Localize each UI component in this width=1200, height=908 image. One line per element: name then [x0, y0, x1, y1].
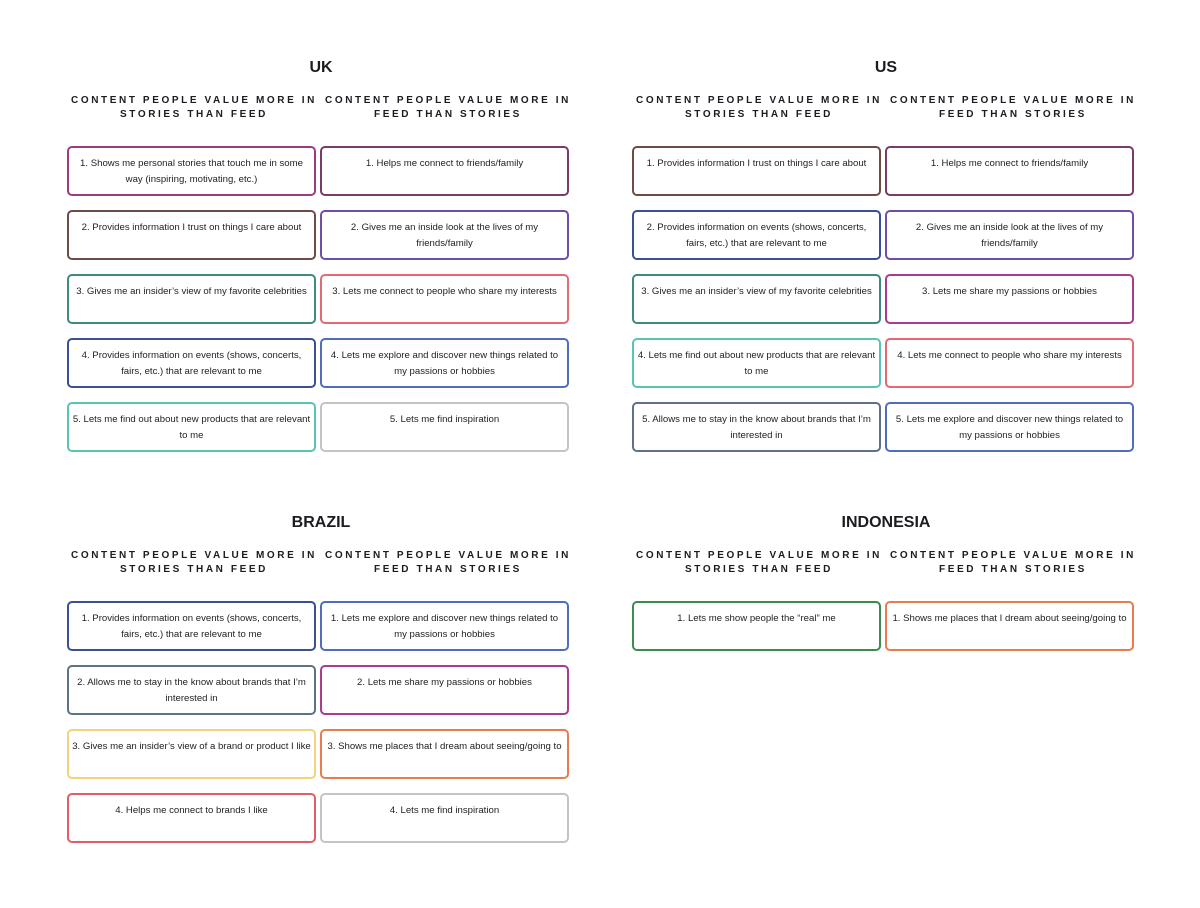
country-panel-brazil	[67, 514, 575, 857]
stories-card: 4. Provides information on events (shows, concerts, fairs, etc.) that are relevant to me	[67, 338, 316, 388]
feed-card: 1. Lets me explore and discover new things related to my passions or hobbies	[320, 601, 569, 651]
stories-card: 2. Provides information I trust on things I care about	[67, 210, 316, 260]
stories-card: 3. Gives me an insider’s view of my favorite celebrities	[67, 274, 316, 324]
feed-card: 2. Gives me an inside look at the lives of my friends/family	[320, 210, 569, 260]
feed-card: 1. Shows me places that I dream about seeing/going to	[885, 601, 1134, 651]
country-panel-uk	[67, 59, 575, 466]
country-title: INDONESIA	[841, 514, 931, 531]
stories-card: 5. Allows me to stay in the know about brands that I’m interested in	[632, 402, 881, 452]
feed-card: 3. Shows me places that I dream about seeing/going to	[320, 729, 569, 779]
stories-card: 2. Provides information on events (shows, concerts, fairs, etc.) that are relevant to me	[632, 210, 881, 260]
country-title: US	[874, 59, 898, 76]
feed-column-heading: CONTENT PEOPLE VALUE MORE IN FEED THAN STORIES	[890, 95, 1136, 120]
stories-card: 1. Shows me personal stories that touch me in some way (inspiring, motivating, etc.)	[67, 146, 316, 196]
feed-card: 3. Lets me connect to people who share my interests	[320, 274, 569, 324]
country-title: UK	[309, 59, 333, 76]
stories-column-heading: CONTENT PEOPLE VALUE MORE IN STORIES THAN FEED	[636, 550, 882, 575]
stories-column-heading: CONTENT PEOPLE VALUE MORE IN STORIES THAN FEED	[636, 95, 882, 120]
country-panel-indonesia	[632, 514, 1140, 665]
stories-card: 1. Provides information I trust on things I care about	[632, 146, 881, 196]
feed-card: 5. Lets me explore and discover new things related to my passions or hobbies	[885, 402, 1134, 452]
stories-card: 4. Helps me connect to brands I like	[67, 793, 316, 843]
stories-column-heading: CONTENT PEOPLE VALUE MORE IN STORIES THAN FEED	[71, 550, 317, 575]
stories-card: 2. Allows me to stay in the know about brands that I’m interested in	[67, 665, 316, 715]
feed-card: 1. Helps me connect to friends/family	[885, 146, 1134, 196]
stories-card: 3. Gives me an insider’s view of a brand or product I like	[67, 729, 316, 779]
stories-card: 3. Gives me an insider’s view of my favorite celebrities	[632, 274, 881, 324]
feed-card: 4. Lets me connect to people who share my interests	[885, 338, 1134, 388]
feed-card: 2. Lets me share my passions or hobbies	[320, 665, 569, 715]
feed-card: 2. Gives me an inside look at the lives of my friends/family	[885, 210, 1134, 260]
stories-card: 5. Lets me find out about new products that are relevant to me	[67, 402, 316, 452]
feed-column-heading: CONTENT PEOPLE VALUE MORE IN FEED THAN STORIES	[325, 550, 571, 575]
feed-card: 5. Lets me find inspiration	[320, 402, 569, 452]
country-title: BRAZIL	[291, 514, 351, 531]
feed-card: 1. Helps me connect to friends/family	[320, 146, 569, 196]
feed-card: 4. Lets me find inspiration	[320, 793, 569, 843]
feed-card: 3. Lets me share my passions or hobbies	[885, 274, 1134, 324]
stories-column-heading: CONTENT PEOPLE VALUE MORE IN STORIES THAN FEED	[71, 95, 317, 120]
feed-column-heading: CONTENT PEOPLE VALUE MORE IN FEED THAN STORIES	[325, 95, 571, 120]
stories-card: 1. Provides information on events (shows, concerts, fairs, etc.) that are relevant to me	[67, 601, 316, 651]
feed-column-heading: CONTENT PEOPLE VALUE MORE IN FEED THAN STORIES	[890, 550, 1136, 575]
stories-card: 1. Lets me show people the “real” me	[632, 601, 881, 651]
country-panel-us	[632, 59, 1140, 466]
feed-card: 4. Lets me explore and discover new things related to my passions or hobbies	[320, 338, 569, 388]
stories-card: 4. Lets me find out about new products that are relevant to me	[632, 338, 881, 388]
